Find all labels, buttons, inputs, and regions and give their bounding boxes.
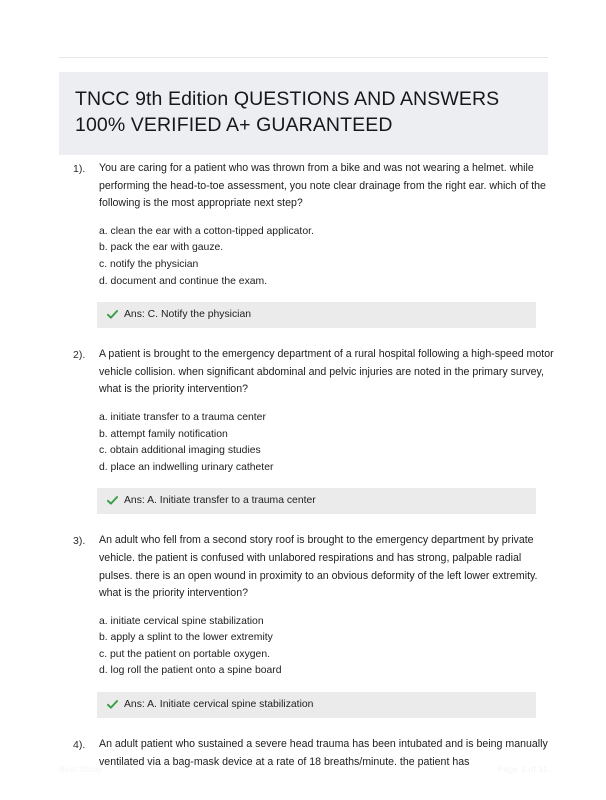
check-icon: [107, 309, 118, 320]
answer-text: Ans: A. Initiate transfer to a trauma center: [124, 495, 316, 507]
question-number: 2).: [73, 349, 86, 362]
question-number: 3).: [73, 535, 86, 548]
check-icon: [107, 495, 118, 506]
option-item[interactable]: c. notify the physician: [99, 258, 199, 270]
option-item[interactable]: d. log roll the patient onto a spine board: [99, 665, 282, 677]
answer-text: Ans: C. Notify the physician: [124, 309, 252, 321]
option-item[interactable]: a. initiate cervical spine stabilization: [99, 615, 264, 627]
question-text: A patient is brought to the emergency department of a rural hospital following a high-speed motor vehicle collision. when significant abdominal and pelvic injuries are noted in the primary survey, what is the priority intervention?: [99, 348, 554, 396]
option-item[interactable]: d. place an indwelling urinary catheter: [99, 461, 274, 473]
option-list: [59, 224, 554, 290]
option-item[interactable]: a. initiate transfer to a trauma center: [99, 411, 266, 423]
footer-brand: Best Study: [59, 764, 103, 774]
answer-bar: [97, 692, 536, 718]
page-title: TNCC 9th Edition QUESTIONS AND ANSWERS 100% VERIFIED A+ GUARANTEED: [75, 88, 500, 137]
option-item[interactable]: b. pack the ear with gauze.: [99, 242, 224, 254]
question-text: An adult who fell from a second story roof is brought to the emergency department by private vehicle. the patient is confused with unlabored respirations and has strong, palpable radial pulses. there is an open wound in proximity to an obvious deformity of the left lower extremity. what is the priority intervention?: [99, 534, 538, 600]
question-block: [59, 346, 554, 514]
option-item[interactable]: d. document and continue the exam.: [99, 275, 268, 287]
question-heading: [59, 160, 554, 213]
answer-bar: [97, 488, 536, 514]
question-text: You are caring for a patient who was thrown from a bike and was not wearing a helmet. while performing the head-to-toe assessment, you note clear drainage from the right ear. which of the following is the most appropriate next step?: [99, 162, 546, 210]
title-banner: [59, 72, 548, 155]
check-icon: [107, 699, 118, 710]
question-block: [59, 532, 554, 718]
footer-page-number: Page 1 of 11: [497, 764, 548, 774]
answer-bar: [97, 302, 536, 328]
question-number: 4).: [73, 739, 86, 752]
question-block: [59, 160, 554, 328]
option-item[interactable]: b. apply a splint to the lower extremity: [99, 632, 273, 644]
question-text: An adult patient who sustained a severe head trauma has been intubated and is being manually ventilated via a bag-mask device at a rate of 18 breaths/minute. the patient has: [99, 738, 548, 768]
option-item[interactable]: b. attempt family notification: [99, 428, 228, 440]
header-divider: [59, 57, 548, 58]
option-list: [59, 614, 554, 680]
question-heading: [59, 346, 554, 399]
questions-list: [59, 160, 554, 789]
page-footer: [59, 764, 548, 774]
option-item[interactable]: a. clean the ear with a cotton-tipped applicator.: [99, 225, 314, 237]
question-number: 1).: [73, 163, 86, 175]
answer-text: Ans: A. Initiate cervical spine stabilization: [124, 699, 314, 711]
option-item[interactable]: c. put the patient on portable oxygen.: [99, 648, 270, 660]
option-list: [59, 410, 554, 476]
option-item[interactable]: c. obtain additional imaging studies: [99, 445, 261, 457]
question-heading: [59, 532, 554, 602]
